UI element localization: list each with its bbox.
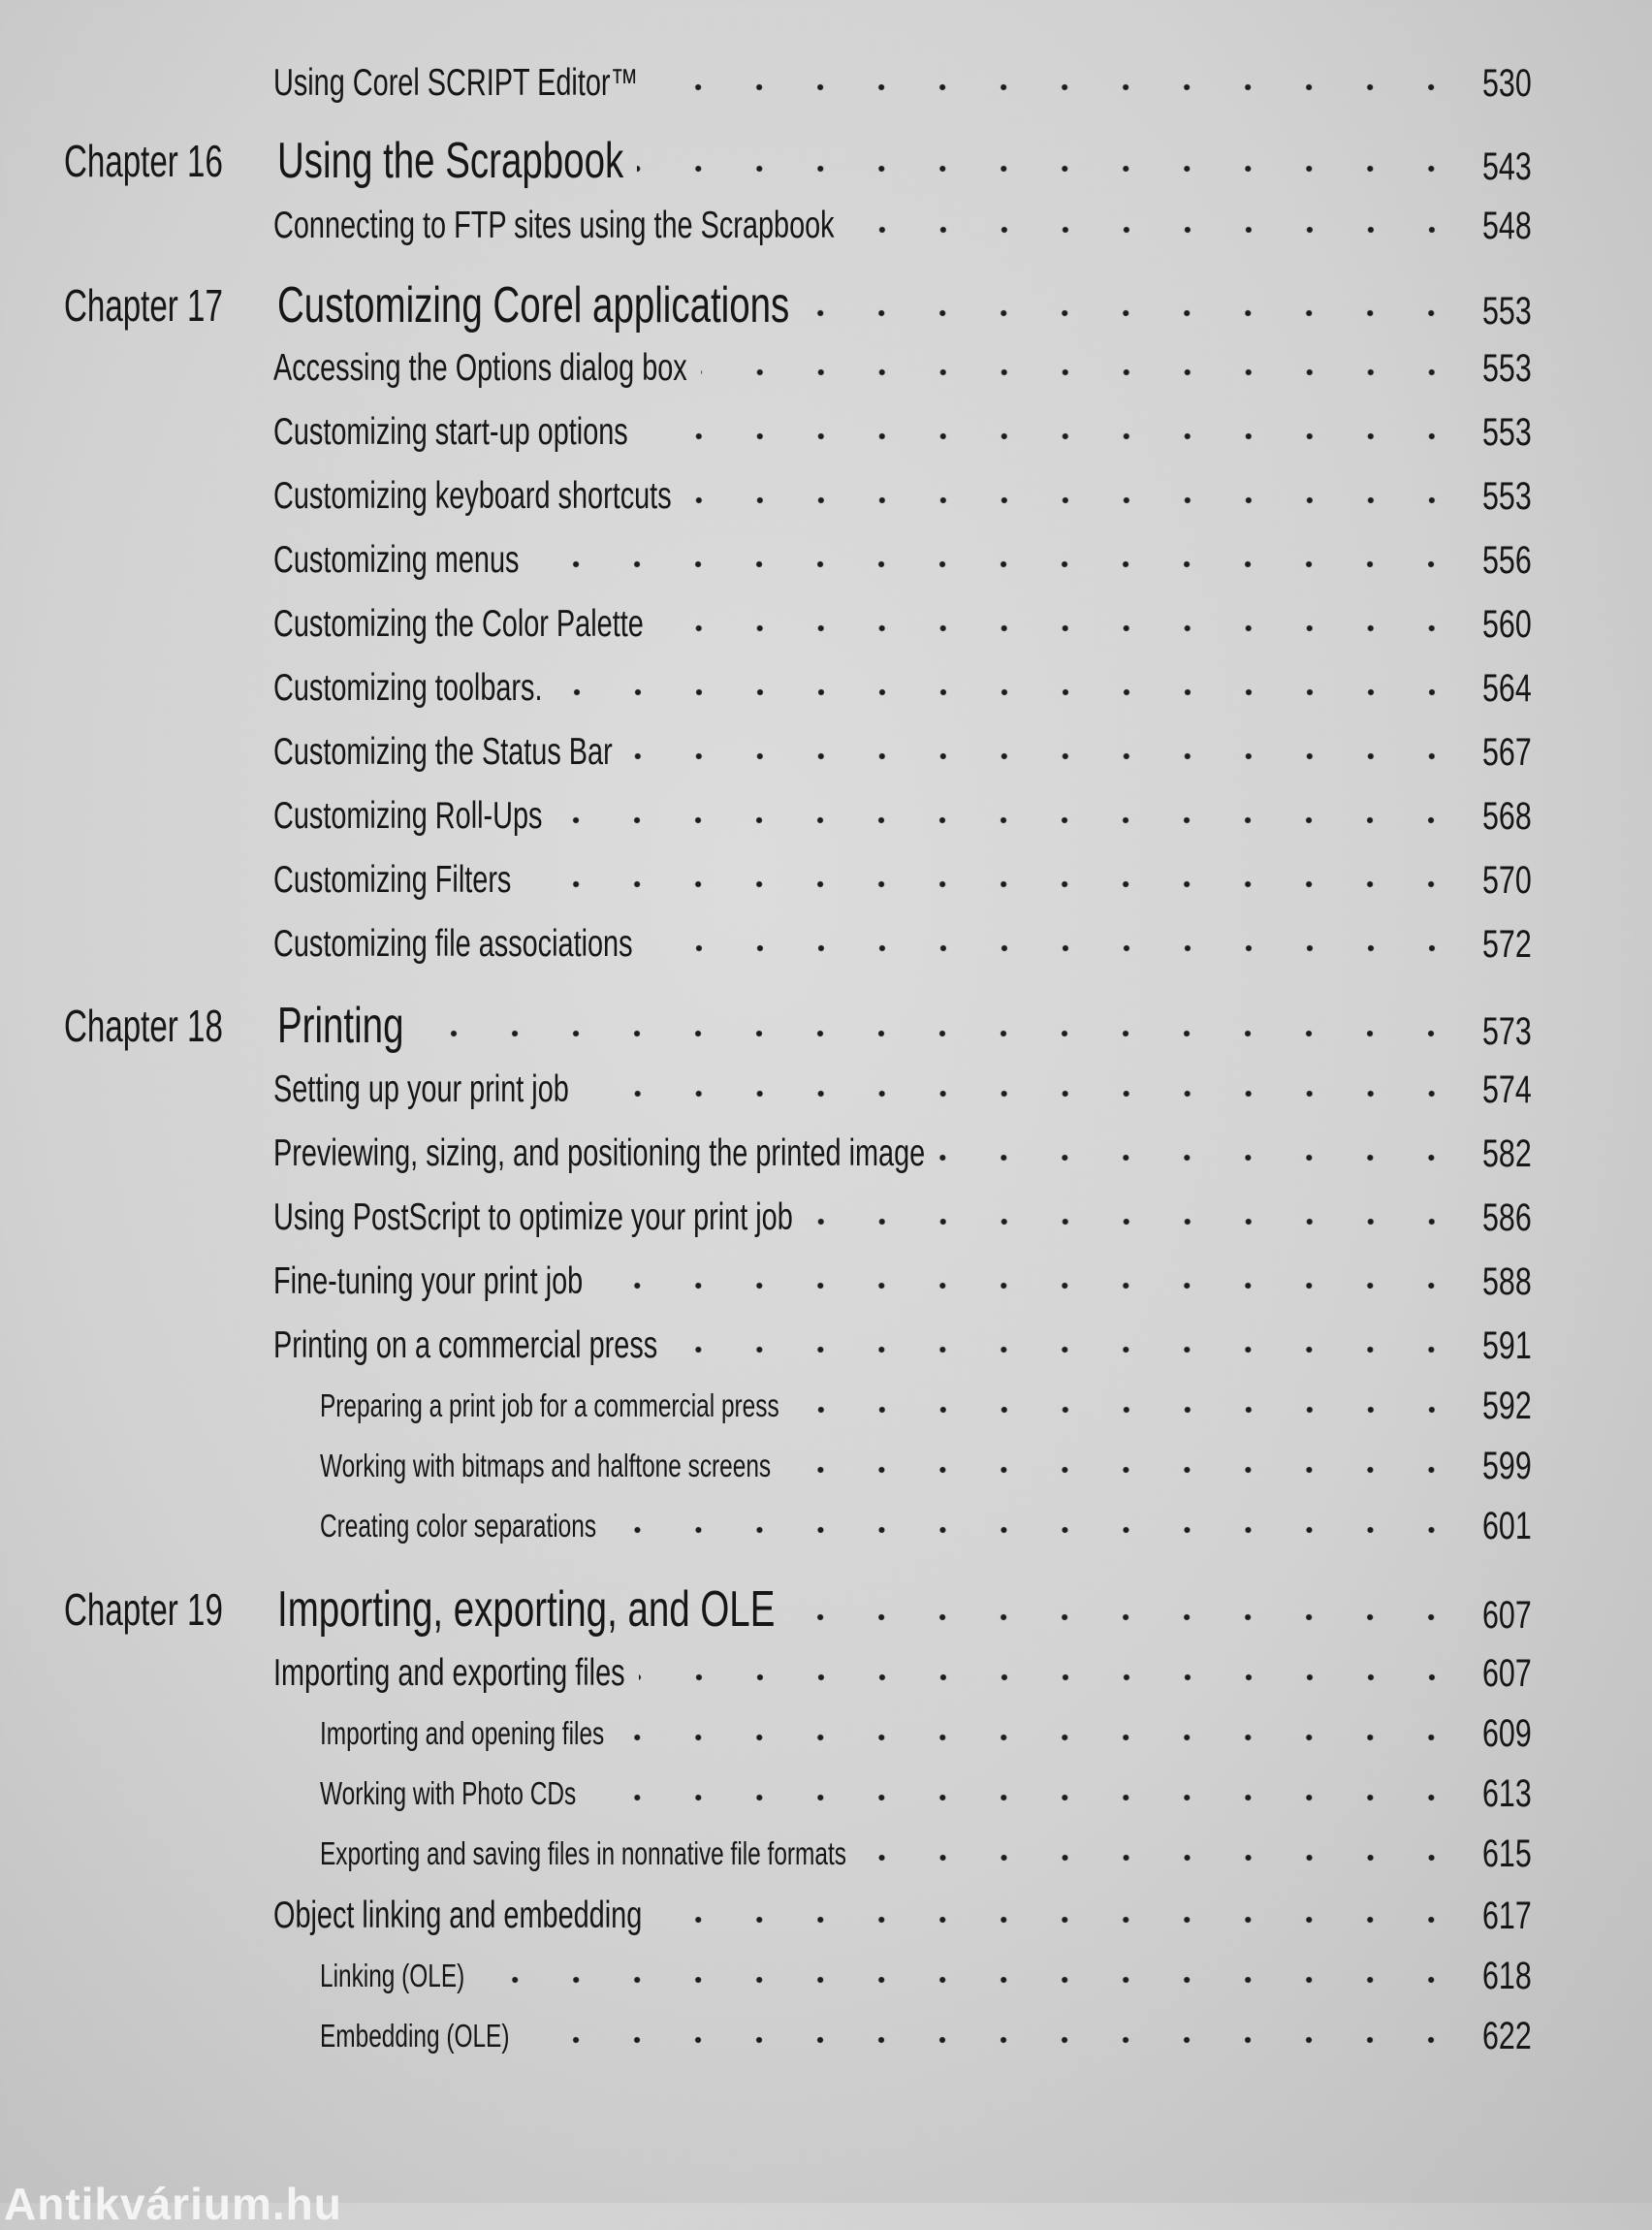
dot-leader xyxy=(583,1090,1462,1098)
dot-leader xyxy=(637,165,1462,173)
page-number: 570 xyxy=(1482,859,1532,902)
page-number: 553 xyxy=(1482,290,1532,333)
entry-title: Importing and opening files xyxy=(320,1715,605,1751)
entry-title: Customizing start-up options xyxy=(273,411,628,453)
dot-leader xyxy=(532,560,1462,568)
page-number: 574 xyxy=(1482,1068,1532,1111)
page-number: 607 xyxy=(1482,1594,1532,1637)
toc-entry-row xyxy=(0,1377,1652,1435)
dot-leader xyxy=(642,432,1462,440)
entry-title: Preparing a print job for a commercial press xyxy=(320,1387,779,1423)
toc-entry-row xyxy=(0,54,1652,112)
chapter-label: Chapter 19 xyxy=(64,1584,223,1635)
page-number: 618 xyxy=(1482,1955,1532,1997)
dot-leader xyxy=(860,1854,1462,1862)
toc-entry-row xyxy=(0,1947,1652,2005)
page-number: 588 xyxy=(1482,1260,1532,1303)
page-number: 586 xyxy=(1482,1196,1532,1239)
page-number: 609 xyxy=(1482,1712,1532,1755)
entry-title: Exporting and saving files in nonnative file formats xyxy=(320,1835,846,1871)
dot-leader xyxy=(589,1794,1462,1801)
toc-entry-row xyxy=(0,1765,1652,1823)
dot-leader xyxy=(671,1346,1462,1354)
toc-entry-row xyxy=(0,467,1652,526)
toc-entry-row xyxy=(0,197,1652,255)
toc-entry-row xyxy=(0,339,1652,398)
entry-title: Accessing the Options dialog box xyxy=(273,347,687,389)
page-number: 617 xyxy=(1482,1895,1532,1937)
page-number: 613 xyxy=(1482,1772,1532,1815)
entry-title: Customizing the Status Bar xyxy=(273,731,613,773)
toc-entry-row xyxy=(0,1644,1652,1703)
toc-entry-row xyxy=(0,915,1652,973)
page-number: 548 xyxy=(1482,205,1532,247)
dot-leader xyxy=(618,1734,1462,1741)
dot-leader xyxy=(626,752,1462,760)
page-number: 564 xyxy=(1482,667,1532,710)
entry-title: Fine-tuning your print job xyxy=(273,1260,584,1302)
page-number: 553 xyxy=(1482,347,1532,390)
toc-entry-row xyxy=(0,1317,1652,1375)
toc-entry-row xyxy=(0,851,1652,909)
chapter-label: Chapter 18 xyxy=(64,1001,223,1051)
page-number: 568 xyxy=(1482,795,1532,838)
toc-entry-row xyxy=(0,1497,1652,1555)
toc-entry-row xyxy=(0,403,1652,462)
page-number: 615 xyxy=(1482,1832,1532,1875)
page-number: 553 xyxy=(1482,475,1532,518)
page-number: 607 xyxy=(1482,1652,1532,1695)
dot-leader xyxy=(657,624,1462,632)
entry-title: Customizing Roll-Ups xyxy=(273,795,543,837)
entry-title: Printing on a commercial press xyxy=(273,1324,658,1366)
page-number: 622 xyxy=(1482,2015,1532,2057)
toc-entry-row xyxy=(0,787,1652,845)
toc-entry-row xyxy=(0,1704,1652,1763)
entry-title: Working with bitmaps and halftone screens xyxy=(320,1448,772,1483)
page-number: 599 xyxy=(1482,1445,1532,1487)
toc-entry-row xyxy=(0,1125,1652,1183)
dot-leader xyxy=(938,1154,1462,1162)
chapter-label: Chapter 17 xyxy=(64,280,223,331)
dot-leader xyxy=(596,1282,1462,1290)
page-number: 530 xyxy=(1482,62,1532,105)
toc-entry-row xyxy=(0,723,1652,781)
chapter-label: Chapter 16 xyxy=(64,136,223,186)
toc-entry-row xyxy=(0,1437,1652,1495)
dot-leader xyxy=(610,1526,1462,1534)
toc-chapter-row xyxy=(0,132,1652,190)
entry-title: Using PostScript to optimize your print job xyxy=(273,1196,793,1238)
entry-title: Previewing, sizing, and positioning the printed image xyxy=(273,1132,926,1174)
page-number: 592 xyxy=(1482,1385,1532,1427)
entry-title: Customizing the Color Palette xyxy=(273,603,644,645)
toc-entry-row xyxy=(0,1825,1652,1883)
page-number: 573 xyxy=(1482,1010,1532,1053)
entry-title: Object linking and embedding xyxy=(273,1895,643,1936)
entry-title: Customizing keyboard shortcuts xyxy=(273,475,672,517)
entry-title: Importing and exporting files xyxy=(273,1652,625,1694)
dot-leader xyxy=(556,688,1463,696)
dot-leader xyxy=(784,1466,1462,1474)
toc-entry-row xyxy=(0,1253,1652,1311)
dot-leader xyxy=(848,226,1462,234)
entry-title: Embedding (OLE) xyxy=(320,2018,510,2054)
page-number: 567 xyxy=(1482,731,1532,774)
toc-chapter-row xyxy=(0,276,1652,334)
toc-entry-row xyxy=(0,2007,1652,2065)
dot-leader xyxy=(655,1916,1462,1924)
dot-leader xyxy=(788,1613,1462,1621)
dot-leader xyxy=(417,1030,1462,1037)
dot-leader xyxy=(478,1976,1462,1984)
toc-entry-row xyxy=(0,1887,1652,1945)
toc-entry-row xyxy=(0,1061,1652,1119)
toc-entry-row xyxy=(0,1189,1652,1247)
page-number: 560 xyxy=(1482,603,1532,646)
entry-title: Printing xyxy=(277,998,404,1054)
page-number: 553 xyxy=(1482,411,1532,454)
page-number: 556 xyxy=(1482,539,1532,582)
toc-entry-row xyxy=(0,531,1652,589)
entry-title: Customizing Filters xyxy=(273,859,512,901)
entry-title: Customizing toolbars. xyxy=(273,667,543,709)
dot-leader xyxy=(651,83,1462,91)
dot-leader xyxy=(647,944,1462,952)
dot-leader xyxy=(807,1218,1462,1226)
entry-title: Connecting to FTP sites using the Scrapbook xyxy=(273,205,835,246)
toc-chapter-row xyxy=(0,997,1652,1055)
dot-leader xyxy=(793,1406,1462,1414)
toc-entry-row xyxy=(0,595,1652,653)
page-number: 582 xyxy=(1482,1132,1532,1175)
entry-title: Customizing file associations xyxy=(273,923,633,965)
entry-title: Importing, exporting, and OLE xyxy=(277,1581,776,1638)
entry-title: Creating color separations xyxy=(320,1508,597,1544)
dot-leader xyxy=(803,309,1462,317)
entry-title: Setting up your print job xyxy=(273,1068,569,1110)
entry-title: Linking (OLE) xyxy=(320,1958,465,1993)
page-number: 601 xyxy=(1482,1505,1532,1547)
dot-leader xyxy=(701,368,1462,376)
page-number: 543 xyxy=(1482,145,1532,188)
page-number: 572 xyxy=(1482,923,1532,966)
dot-leader xyxy=(685,496,1462,504)
watermark: Antikvárium.hu xyxy=(4,2179,342,2229)
toc-entry-row xyxy=(0,659,1652,717)
entry-title: Using Corel SCRIPT Editor™ xyxy=(273,62,639,104)
page-number: 591 xyxy=(1482,1324,1532,1367)
toc-chapter-row xyxy=(0,1580,1652,1639)
entry-title: Customizing menus xyxy=(273,539,520,581)
entry-title: Customizing Corel applications xyxy=(277,277,790,334)
entry-title: Working with Photo CDs xyxy=(320,1775,577,1811)
dot-leader xyxy=(639,1673,1462,1681)
dot-leader xyxy=(556,816,1462,824)
dot-leader xyxy=(524,880,1462,888)
dot-leader xyxy=(523,2036,1462,2044)
entry-title: Using the Scrapbook xyxy=(277,133,624,189)
